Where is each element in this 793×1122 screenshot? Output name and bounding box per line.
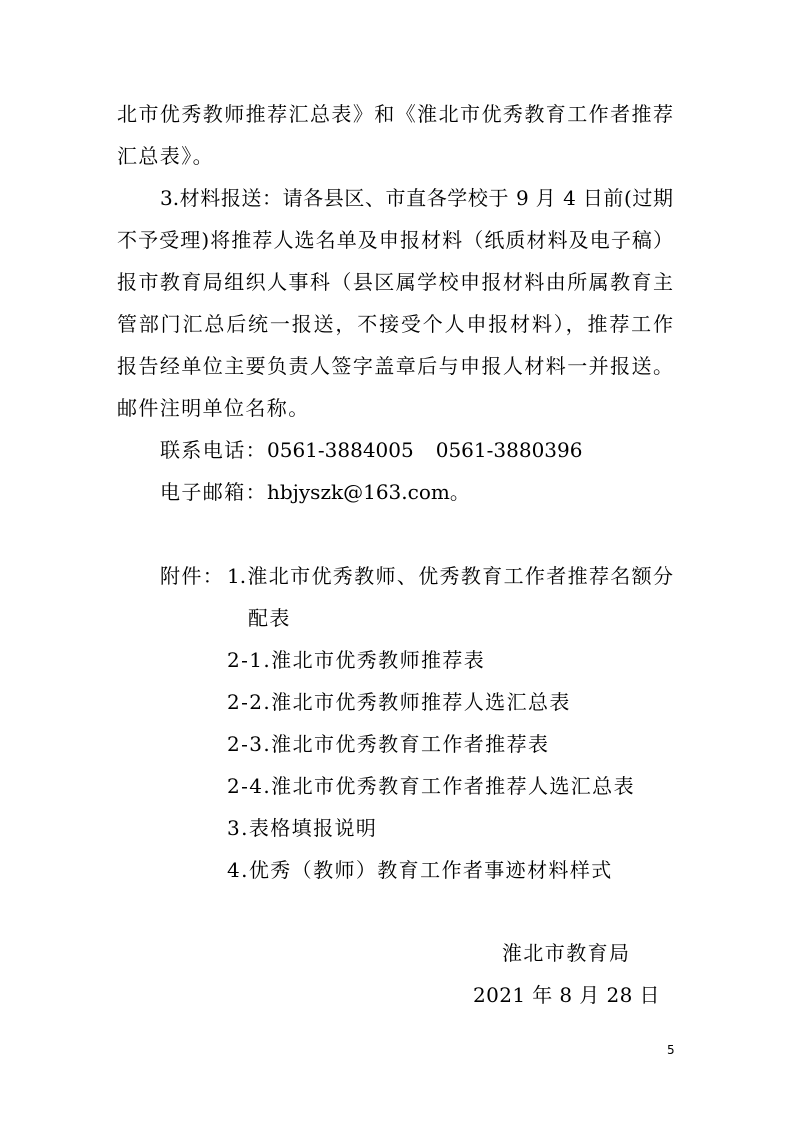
phone-label: 联系电话： xyxy=(160,438,267,462)
email-address: hbjyszk@163.com xyxy=(267,480,450,504)
attachments-label: 附件： xyxy=(160,564,225,588)
paragraph-line: 3.材料报送：请各县区、市直各学校于 9 月 4 日前(过期 xyxy=(160,186,673,210)
paragraph-line: 汇总表》。 xyxy=(117,144,214,168)
attachment-item: 2-4.淮北市优秀教育工作者推荐人选汇总表 xyxy=(227,774,635,798)
attachment-item: 1.淮北市优秀教师、优秀教育工作者推荐名额分 xyxy=(227,564,673,588)
paragraph-line: 报告经单位主要负责人签字盖章后与申报人材料一并报送。 xyxy=(117,354,673,378)
contact-email-line xyxy=(160,479,471,505)
paragraph-line: 不予受理)将推荐人选名单及申报材料（纸质材料及电子稿） xyxy=(117,228,673,252)
attachment-item: 3.表格填报说明 xyxy=(227,816,378,840)
phone-number: 0561-3880396 xyxy=(435,438,583,462)
attachment-item: 配表 xyxy=(248,606,291,630)
paragraph-line: 报市教育局组织人事科（县区属学校申报材料由所属教育主 xyxy=(117,270,673,294)
attachment-item: 2-3.淮北市优秀教育工作者推荐表 xyxy=(227,732,550,756)
page-number: 5 xyxy=(667,1043,675,1057)
contact-phone-line xyxy=(160,437,582,463)
paragraph-line: 北市优秀教师推荐汇总表》和《淮北市优秀教育工作者推荐 xyxy=(117,102,673,126)
paragraph-line: 邮件注明单位名称。 xyxy=(117,396,310,420)
email-label: 电子邮箱： xyxy=(160,480,267,504)
attachment-item: 4.优秀（教师）教育工作者事迹材料样式 xyxy=(227,858,613,882)
issuing-organization: 淮北市教育局 xyxy=(502,941,631,965)
attachment-item: 2-1.淮北市优秀教师推荐表 xyxy=(227,648,486,672)
attachment-item: 2-2.淮北市优秀教师推荐人选汇总表 xyxy=(227,690,571,714)
paragraph-line: 管部门汇总后统一报送，不接受个人申报材料），推荐工作 xyxy=(117,312,673,336)
email-period: 。 xyxy=(449,480,472,504)
issue-date: 2021 年 8 月 28 日 xyxy=(473,983,660,1007)
phone-number: 0561-3884005 xyxy=(267,438,414,462)
